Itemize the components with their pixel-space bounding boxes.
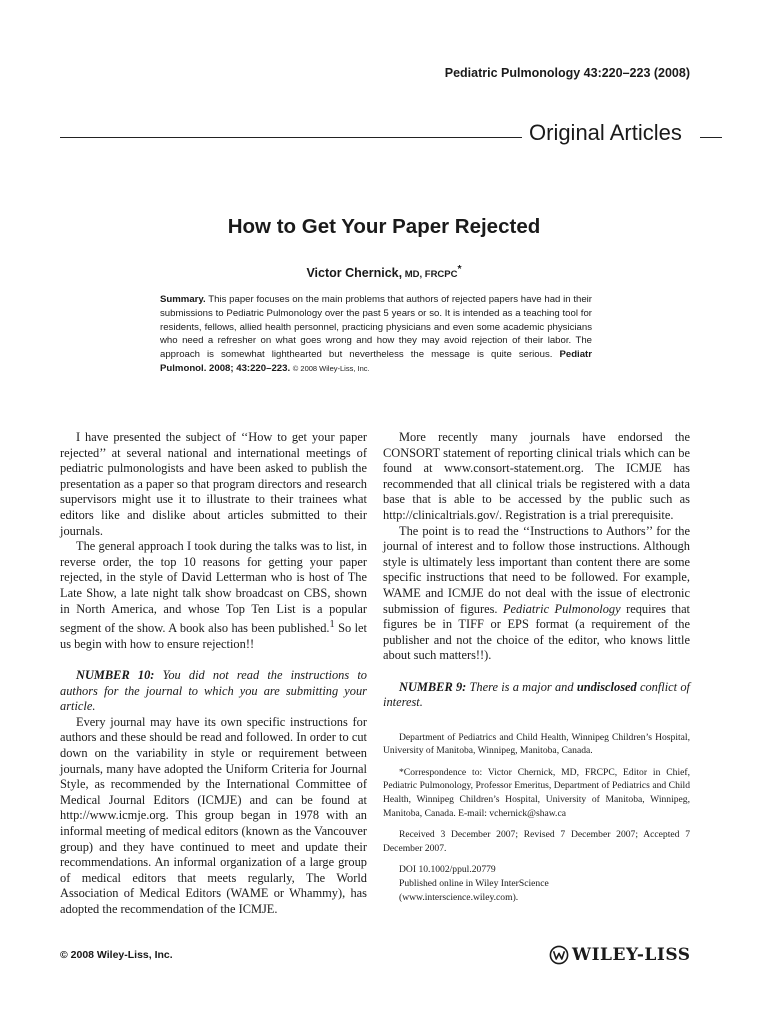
doi-footnote: DOI 10.1002/ppul.20779 (399, 864, 496, 876)
number-10-heading (60, 668, 367, 715)
approach-paragraph (60, 539, 367, 652)
instructions-paragraph: Every journal may have its own specific instructions for authors and these should be read and followed. In order to cut down on the variability in style or requirement between journals, many have adopted the Uniform Criteria for Journal Style, as recommended by the International Committee of Medical Journal Editors (ICMJE) and can be found at http://www.icmje.org. This group began in 1978 with an informal meeting of medical editors (known as the Vancouver group) and they have continued to meet and update their recommendations. An informal organization of a large group of medical editors that meets regularly, The World Association of Medical Editors (WAME or Whammy), has adopted the recommendation of the ICMJE. (60, 714, 367, 916)
author-credentials: MD, FRCPC (402, 269, 458, 281)
abstract (160, 293, 592, 376)
interscience-url[interactable]: (www.interscience.wiley.com). (399, 891, 519, 903)
correspondence-footnote: *Correspondence to: Victor Chernick, MD, FRCPC, Editor in Chief, Pediatric Pulmonology, Professor Emeritus, Department of Pediatrics and Child Health, Winnipeg Children’s Hospital, University of Manitoba, Winnipeg, Manitoba, Canada. E-mail: vchernick@shaw.ca (383, 766, 690, 819)
published-online-footnote: Published online in Wiley InterScience (399, 878, 549, 890)
publisher-logo (549, 945, 691, 965)
reference-1-link[interactable]: 1 (329, 619, 335, 631)
consort-paragraph: More recently many journals have endorsed the CONSORT statement of reporting clinical trials which can be found at www.consort-statement.org. The ICMJE has recommended that all clinical trials be registered with a data base that is able to be accessed by the public such as http://clinicaltrials.gov/. Registration is a trial prerequisite. (383, 430, 690, 522)
footer-copyright: © 2008 Wiley-Liss, Inc. (60, 949, 173, 961)
abstract-text: This paper focuses on the main problems that authors of rejected papers have had in their submissions to Pediatric Pulmonology over the past 5 years or so. It is intended as a teaching tool for residents, fellows, allied health personnel, practicing physicians and even some academic physicians who need a refresher on what goes wrong and how they may avoid rejection of their labor. The approach is somewhat lighthearted but nevertheless the message is quite serious. (160, 294, 593, 361)
approach-text-end: So let us begin with how to ensure rejection!! (60, 621, 368, 651)
section-rule-left (60, 137, 522, 138)
point-paragraph (383, 524, 690, 664)
dates-footnote: Received 3 December 2007; Revised 7 December 2007; Accepted 7 December 2007. (383, 829, 690, 854)
body-column-right (383, 430, 690, 904)
author-correspondence-mark: * (457, 264, 462, 275)
body-column-left (60, 430, 367, 918)
number-10-label: NUMBER 10: (76, 668, 155, 683)
author-name: Victor Chernick, (306, 266, 403, 281)
number-9-heading (383, 680, 690, 711)
number-10-text: You did not read the instructions to authors for the journal to which you are submitting your article. (60, 668, 367, 714)
affiliation-footnote: Department of Pediatrics and Child Health, Winnipeg Children’s Hospital, University of Manitoba, Winnipeg, Manitoba, Canada. (383, 731, 690, 757)
approach-text: The general approach I took during the talks was to list, in reverse order, the top 10 reasons for getting your paper rejected, in the style of David Letterman who is host of The Late Show, a late night talk show broadcast on CBS, shown in North America, and whose Top Ten List is a popular segment of the show. A book also has been published. (60, 539, 367, 636)
section-title: Original Articles (529, 120, 682, 145)
article-title: How to Get Your Paper Rejected (227, 215, 541, 238)
abstract-citation: Pediatr Pulmonol. 2008; 43:220–223. (160, 349, 592, 374)
point-text-end: requires that figures be in TIFF or EPS format (a requirement of the publisher and not the choice of the editor, who knows little about such matters!!). (383, 601, 691, 663)
number-9-undisclosed: undisclosed (576, 679, 637, 694)
number-9-text-end: conflict of interest. (383, 679, 690, 710)
wiley-w-mark-icon (549, 945, 569, 965)
number-9-text: There is a major and (466, 679, 577, 694)
author-line (0, 264, 768, 280)
abstract-label: Summary. (160, 294, 206, 305)
point-text: The point is to read the ‘‘Instructions to Authors’’ for the journal of interest and to follow those instructions. Although style is ultimately less important than content there are some specific instructions that need to be followed. For example, WAME and ICMJE do not deal with the issue of electronic submission of figures. (383, 523, 690, 616)
publisher-name: WILEY-LISS (572, 945, 691, 965)
section-rule-right (700, 137, 722, 138)
journal-name-italic: Pediatric Pulmonology (502, 601, 621, 616)
number-9-label: NUMBER 9: (399, 679, 467, 694)
intro-paragraph: I have presented the subject of ‘‘How to get your paper rejected’’ at several national and international meetings of pediatric pulmonologists and have been asked to publish the presentation as a paper so that program directors and research supervisors might use it to illustrate to their trainees what editors like and dislike about articles submitted to their journals. (60, 430, 367, 538)
abstract-copyright: © 2008 Wiley-Liss, Inc. (292, 363, 370, 373)
journal-reference: Pediatric Pulmonology 43:220–223 (2008) (444, 66, 690, 80)
